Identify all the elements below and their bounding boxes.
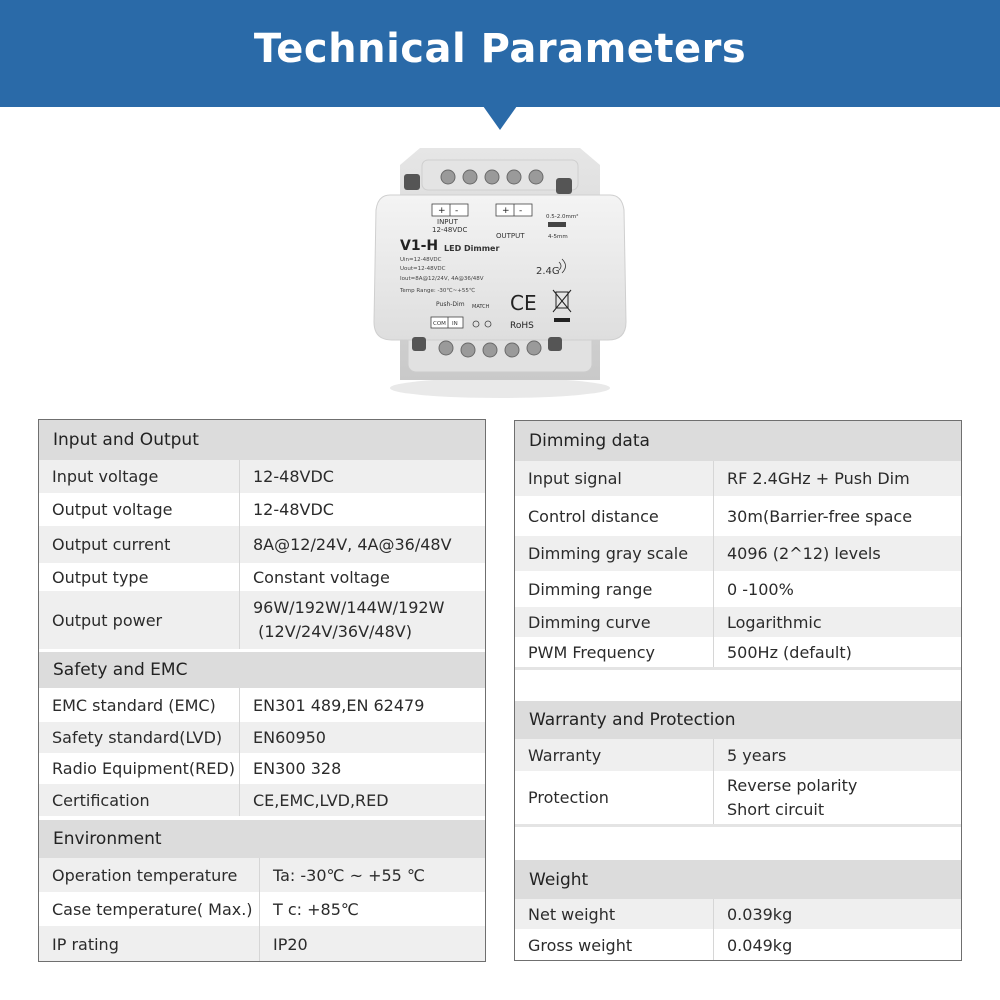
row-value-line2: (12V/24V/36V/48V) — [253, 622, 412, 641]
svg-text:LED Dimmer: LED Dimmer — [444, 244, 500, 253]
dimmer-device-image — [360, 140, 640, 405]
svg-text:OUTPUT: OUTPUT — [496, 232, 525, 240]
row-label: Safety standard(LVD) — [52, 728, 223, 747]
table-row — [39, 926, 485, 962]
section-header-warranty-protection: Warranty and Protection — [515, 701, 961, 739]
svg-text:CE: CE — [510, 291, 537, 315]
row-value: EN60950 — [239, 722, 485, 753]
table-row — [39, 460, 485, 493]
row-label: Output type — [52, 567, 149, 587]
row-value-line1: 96W/192W/144W/192W — [253, 598, 445, 617]
row-value — [239, 591, 485, 649]
row-value: 12-48VDC — [239, 493, 485, 526]
row-value: 0 -100% — [713, 571, 961, 607]
row-label: Input signal — [528, 469, 622, 488]
row-label: Output voltage — [52, 500, 173, 519]
row-value: EN300 328 — [239, 753, 485, 784]
svg-text:RoHS: RoHS — [510, 321, 534, 331]
section-header-dimming-data: Dimming data — [515, 421, 961, 461]
row-value: 4096 (2^12) levels — [713, 536, 961, 571]
row-label: Certification — [52, 790, 150, 810]
table-row — [39, 858, 485, 892]
section-header-environment: Environment — [39, 820, 485, 858]
section-header-input-output: Input and Output — [39, 420, 485, 460]
row-label: Control distance — [528, 506, 659, 526]
svg-text:MATCH: MATCH — [472, 304, 490, 310]
svg-text:4-5mm: 4-5mm — [548, 234, 568, 240]
svg-text:INPUT: INPUT — [437, 218, 458, 226]
row-value — [713, 771, 961, 824]
row-label: Protection — [528, 788, 609, 807]
row-value: EN301 489,EN 62479 — [239, 688, 485, 722]
row-label: Case temperature( Max.) — [52, 899, 253, 919]
svg-text:Uout=12-48VDC: Uout=12-48VDC — [400, 266, 446, 272]
svg-text:+: + — [502, 206, 510, 216]
table-row — [39, 563, 485, 591]
row-value: IP20 — [259, 926, 485, 962]
row-value: T c: +85℃ — [259, 892, 485, 926]
left-spec-table — [38, 419, 486, 962]
divider — [515, 824, 961, 827]
row-label: Output current — [52, 535, 171, 554]
table-row — [515, 461, 961, 496]
table-row — [39, 784, 485, 816]
svg-text:Iout=8A@12/24V, 4A@36/48V: Iout=8A@12/24V, 4A@36/48V — [400, 276, 484, 282]
row-value-line1: Reverse polarity — [727, 775, 858, 795]
table-row — [39, 493, 485, 526]
svg-text:COM: COM — [433, 321, 446, 327]
svg-text:0.5-2.0mm²: 0.5-2.0mm² — [546, 214, 579, 220]
table-row — [515, 899, 961, 929]
table-row — [515, 739, 961, 771]
row-value: 8A@12/24V, 4A@36/48V — [239, 526, 485, 563]
row-value: 5 years — [713, 739, 961, 771]
row-label: Output power — [52, 610, 163, 630]
header-pointer — [483, 106, 517, 130]
row-label: Dimming curve — [528, 612, 651, 632]
row-label: IP rating — [52, 935, 119, 954]
svg-text:12-48VDC: 12-48VDC — [432, 226, 468, 234]
table-row — [515, 536, 961, 571]
page-title: Technical Parameters — [253, 26, 747, 72]
row-value: 0.049kg — [713, 929, 961, 961]
section-header-safety-emc: Safety and EMC — [39, 652, 485, 688]
table-row — [515, 929, 961, 961]
svg-text:IN: IN — [452, 321, 458, 327]
svg-text:Temp Range: -30℃~+55℃: Temp Range: -30℃~+55℃ — [400, 288, 475, 294]
row-value: 12-48VDC — [239, 460, 485, 493]
row-label: EMC standard (EMC) — [52, 695, 216, 715]
row-value: 500Hz (default) — [713, 637, 961, 667]
row-label: Gross weight — [528, 936, 633, 955]
svg-text:-: - — [455, 206, 459, 216]
row-value: 0.039kg — [713, 899, 961, 929]
table-row — [39, 526, 485, 563]
table-row — [39, 591, 485, 649]
table-row — [515, 571, 961, 607]
row-label: Dimming range — [528, 579, 653, 599]
row-value: Ta: -30℃ ~ +55 ℃ — [259, 858, 485, 892]
table-row — [515, 607, 961, 637]
row-label: Dimming gray scale — [528, 544, 689, 563]
svg-text:Uin=12-48VDC: Uin=12-48VDC — [400, 257, 442, 263]
svg-text:Push-Dim: Push-Dim — [436, 301, 465, 308]
row-value: CE,EMC,LVD,RED — [239, 784, 485, 816]
table-row — [515, 496, 961, 536]
svg-text:V1-H: V1-H — [400, 238, 439, 254]
row-value-line2: Short circuit — [727, 799, 825, 819]
row-value: Constant voltage — [239, 563, 485, 591]
svg-text:-: - — [519, 206, 523, 216]
row-label: Operation temperature — [52, 865, 238, 885]
table-row — [39, 722, 485, 753]
row-label: PWM Frequency — [528, 642, 656, 662]
svg-text:2.4G: 2.4G — [536, 266, 560, 277]
table-row — [515, 771, 961, 824]
right-spec-table — [514, 420, 962, 961]
row-value: 30m(Barrier-free space — [713, 496, 961, 536]
section-header-weight: Weight — [515, 860, 961, 899]
table-row — [39, 753, 485, 784]
table-row — [39, 892, 485, 926]
row-label: Warranty — [528, 745, 602, 765]
header-banner — [0, 0, 1000, 107]
table-row — [39, 688, 485, 722]
row-label: Radio Equipment(RED) — [52, 759, 235, 778]
row-label: Input voltage — [52, 467, 159, 486]
row-label: Net weight — [528, 904, 616, 924]
svg-text:+: + — [438, 206, 446, 216]
table-row — [515, 637, 961, 667]
row-value: Logarithmic — [713, 607, 961, 637]
divider — [515, 667, 961, 670]
row-value: RF 2.4GHz + Push Dim — [713, 461, 961, 496]
